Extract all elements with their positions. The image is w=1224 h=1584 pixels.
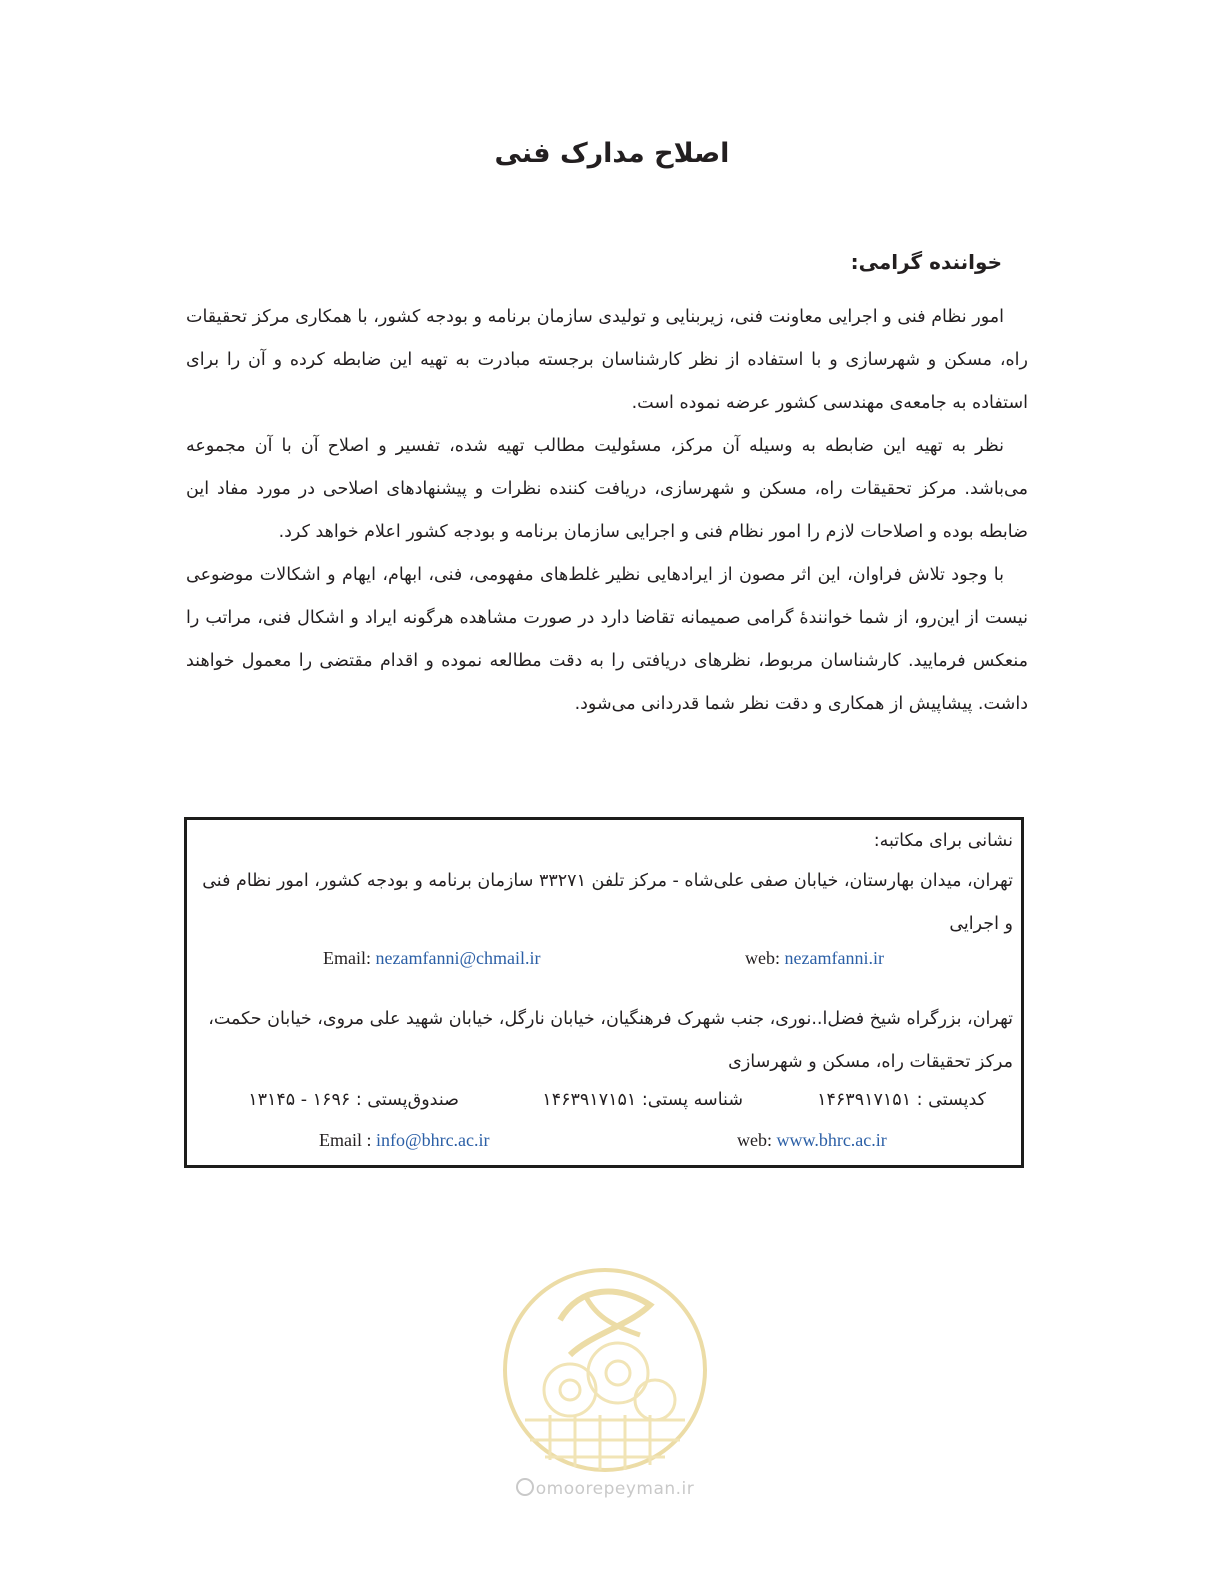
web-1-label: web:: [745, 948, 785, 968]
watermark-caption: [500, 1478, 710, 1499]
address-bhrc: تهران، بزرگراه شیخ فضل‌ا..نوری، جنب شهرک فرهنگیان، خیابان نارگل، خیابان شهید علی مروی، خیابان حکمت، مرکز تحقیقات راه، مسکن و شهرسازی: [208, 1009, 1013, 1072]
contact-row-2: [187, 1130, 1021, 1162]
contact-row-1: [187, 948, 1021, 980]
web-1-link[interactable]: nezamfanni.ir: [784, 948, 884, 968]
watermark-logo: [500, 1265, 710, 1475]
address-heading: نشانی برای مکاتبه:: [873, 831, 1013, 851]
email-1-link[interactable]: nezamfanni@chmail.ir: [375, 948, 541, 968]
postal-code: کدپستی : ۱۴۶۳۹۱۷۱۵۱: [817, 1090, 986, 1110]
web-2-link[interactable]: www.bhrc.ac.ir: [776, 1130, 887, 1150]
email-2-link[interactable]: info@bhrc.ac.ir: [376, 1130, 490, 1150]
paragraph-3: با وجود تلاش فراوان، این اثر مصون از ایرادهایی نظیر غلط‌های مفهومی، فنی، ابهام، ایهام و اشکالات موضوعی نیست از این‌رو، از شما خوانندهٔ گرامی صمیمانه تقاضا دارد در صورت مشاهده هرگونه ایراد و اشکال فنی، مراتب را منعکس فرمایید. کارشناسان مربوط، نظرهای دریافتی را به دقت مطالعه نموده و اقدام مقتضی را معمول خواهند داشت. پیشاپیش از همکاری و دقت نظر شما قدردانی می‌شود.: [186, 565, 1028, 714]
paragraph-2: نظر به تهیه این ضابطه به وسیله آن مرکز، مسئولیت مطالب تهیه شده، تفسیر و اصلاح آن با آن مجموعه می‌باشد. مرکز تحقیقات راه، مسکن و شهرسازی، دریافت کننده نظرات و پیشنهادهای اصلاحی در مورد مفاد این ضابطه بوده و اصلاحات لازم را امور نظام فنی و اجرایی سازمان برنامه و بودجه کشور اعلام خواهد کرد.: [186, 436, 1028, 542]
page-title: اصلاح مدارک فنی: [494, 138, 730, 169]
paragraph-1: امور نظام فنی و اجرایی معاونت فنی، زیربنایی و تولیدی سازمان برنامه و بودجه کشور، با همکاری مرکز تحقیقات راه، مسکن و شهرسازی و با استفاده از نظر کارشناسان برجسته مبادرت به تهیه این ضابطه کرده و آن را برای استفاده به جامعه‌ی مهندسی کشور عرضه نموده است.: [186, 307, 1028, 413]
email-2-label: Email :: [319, 1130, 376, 1150]
postal-id: شناسه پستی: ۱۴۶۳۹۱۷۱۵۱: [542, 1090, 743, 1110]
email-1-label: Email:: [323, 948, 376, 968]
postal-row: [187, 1090, 1021, 1126]
body-text: [186, 296, 1028, 726]
address-plan-budget: تهران، میدان بهارستان، خیابان صفی علی‌شاه - مرکز تلفن ۳۳۲۷۱ سازمان برنامه و بودجه کشور، امور نظام فنی و اجرایی: [202, 871, 1013, 934]
po-box: صندوق‌پستی : ۱۶۹۶ - ۱۳۱۴۵: [248, 1090, 459, 1110]
watermark-text: omoorepeyman.ir: [535, 1479, 695, 1499]
web-2: [737, 1130, 887, 1151]
salutation-heading: خواننده گرامی:: [850, 250, 1002, 274]
address-box: [184, 817, 1024, 1168]
email-1: [323, 948, 541, 969]
at-icon: [516, 1478, 534, 1496]
web-2-label: web:: [737, 1130, 777, 1150]
web-1: [745, 948, 884, 969]
email-2: [319, 1130, 490, 1151]
